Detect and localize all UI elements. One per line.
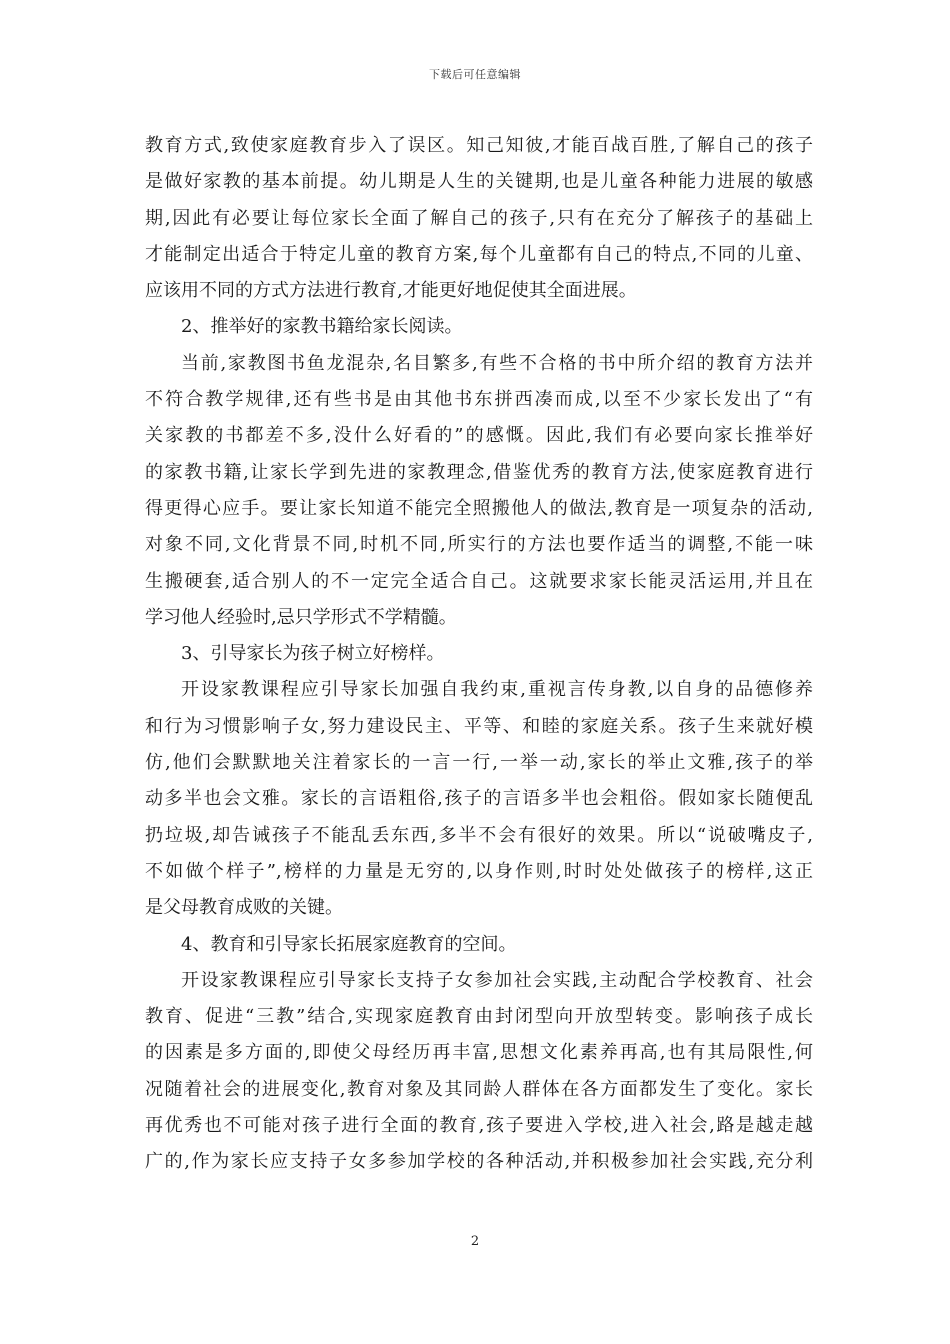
text-line: 和行为习惯影响子女,努力建设民主、平等、和睦的家庭关系。孩子生来就好模	[145, 715, 813, 737]
text-line: 仿,他们会默默地关注着家长的一言一行,一举一动,家长的举止文雅,孩子的举	[145, 752, 813, 774]
text-line: 才能制定出适合于特定儿童的教育方案,每个儿童都有自己的特点,不同的儿童、	[145, 243, 813, 265]
text-line: 是父母教育成败的关键。	[145, 897, 343, 919]
text-line: 开设家教课程应引导家长加强自我约束,重视言传身教,以自身的品德修养	[181, 679, 813, 701]
text-line: 期,因此有必要让每位家长全面了解自己的孩子,只有在充分了解孩子的基础上	[145, 207, 813, 229]
text-line: 生搬硬套,适合别人的不一定完全适合自己。这就要求家长能灵活运用,并且在	[145, 570, 813, 592]
text-line: 教育、促进“三教”结合,实现家庭教育由封闭型向开放型转变。影响孩子成长	[145, 1006, 813, 1028]
header-note: 下载后可任意编辑	[429, 68, 521, 81]
text-line: 不符合教学规律,还有些书是由其他书东拼西凑而成,以至不少家长发出了“有	[145, 389, 813, 411]
text-line: 动多半也会文雅。家长的言语粗俗,孩子的言语多半也会粗俗。假如家长随便乱	[145, 788, 813, 810]
text-line: 况随着社会的进展变化,教育对象及其同龄人群体在各方面都发生了变化。家长	[145, 1078, 813, 1100]
text-line: 是做好家教的基本前提。幼儿期是人生的关键期,也是儿童各种能力进展的敏感	[145, 171, 813, 193]
text-line: 再优秀也不可能对孩子进行全面的教育,孩子要进入学校,进入社会,路是越走越	[145, 1115, 813, 1137]
text-line: 学习他人经验时,忌只学形式不学精髓。	[145, 606, 457, 628]
body-text	[145, 128, 813, 1181]
section-heading-2: 2、推举好的家教书籍给家长阅读。	[181, 316, 463, 338]
text-line: 当前,家教图书鱼龙混杂,名目繁多,有些不合格的书中所介绍的教育方法并	[181, 352, 813, 374]
text-line: 应该用不同的方式方法进行教育,才能更好地促使其全面进展。	[145, 280, 637, 302]
text-line: 得更得心应手。要让家长知道不能完全照搬他人的做法,教育是一项复杂的活动,	[145, 497, 813, 519]
text-line: 扔垃圾,却告诫孩子不能乱丢东西,多半不会有很好的效果。所以“说破嘴皮子,	[145, 824, 813, 846]
text-line: 开设家教课程应引导家长支持子女参加社会实践,主动配合学校教育、社会	[181, 969, 813, 991]
section-heading-3: 3、引导家长为孩子树立好榜样。	[181, 643, 445, 665]
text-line: 教育方式,致使家庭教育步入了误区。知己知彼,才能百战百胜,了解自己的孩子	[145, 135, 813, 156]
text-line: 广的,作为家长应支持子女多参加学校的各种活动,并积极参加社会实践,充分利	[145, 1151, 813, 1173]
section-heading-4: 4、教育和引导家长拓展家庭教育的空间。	[181, 933, 517, 955]
text-line: 对象不同,文化背景不同,时机不同,所实行的方法也要作适当的调整,不能一味	[145, 534, 813, 556]
text-line: 不如做个样子”,榜样的力量是无穷的,以身作则,时时处处做孩子的榜样,这正	[145, 860, 813, 882]
page-number: 2	[470, 1234, 480, 1249]
text-line: 的因素是多方面的,即使父母经历再丰富,思想文化素养再高,也有其局限性,何	[145, 1042, 813, 1064]
text-line: 关家教的书都差不多,没什么好看的”的感慨。因此,我们有必要向家长推举好	[145, 425, 813, 447]
text-line: 的家教书籍,让家长学到先进的家教理念,借鉴优秀的教育方法,使家庭教育进行	[145, 461, 813, 483]
